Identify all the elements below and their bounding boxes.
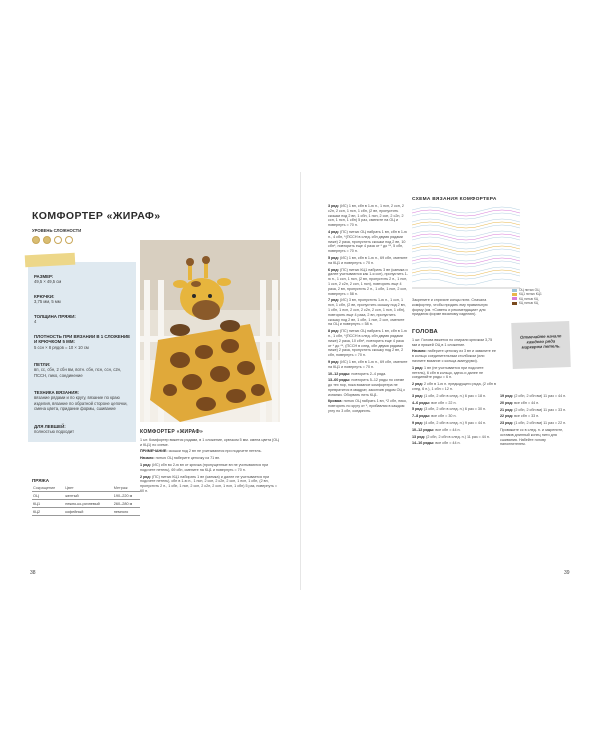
row-text: все сбн = 44 п. [435, 441, 461, 446]
legend-item [512, 301, 542, 305]
row-label: 5 ряд: [412, 407, 423, 412]
row-text: (2 сбн, 2 сбн вм) 11 раз = 44 п. [514, 394, 567, 398]
row-text: нитью ОЦ набрать 1 вп, *2 сбн, пико, повторить по кругу от *, прибавляя в каждом углу по 3 сбн, соединить. [328, 399, 407, 414]
row-label: 4–6 ряды: [412, 400, 431, 405]
yarn-col-length: Метраж [113, 484, 140, 492]
density-heading: ПЛОТНОСТЬ ПРИ ВЯЗАНИИ В 1 СЛОЖЕНИЕ И КРЮЧКОМ 5 ММ: [34, 334, 131, 345]
specs-box [28, 262, 136, 442]
row-text: (1 сбн, 2 сбн вм) 11 раз = 22 п. [514, 421, 567, 426]
technique-value: вязание рядами и по кругу, вязание по краю изделия, вязание по обратной стороне цепочки, смена цвета, придание формы, сшивание [34, 395, 128, 411]
row-text: повторить 2–4 ряда. [351, 371, 387, 376]
row-label: 23 ряд: [500, 421, 514, 426]
size-value: 49,5 × 49,5 см [34, 279, 62, 285]
yarn-color: нежно-ко-ричневый [64, 500, 113, 508]
row-label: 4 ряд: [328, 229, 339, 234]
yarn-abbr: ОЦ [32, 492, 64, 500]
row-label: 13 ряд: [412, 434, 426, 439]
yarn-abbr: КЦ1 [32, 500, 64, 508]
swatch-icon [512, 289, 517, 292]
begin-label: Начало: [412, 349, 427, 354]
row-label: 21 ряд: [500, 407, 514, 412]
row-text: все сбн = 22 п. [431, 400, 457, 405]
note-label: ПРИМЕЧАНИЕ: [140, 449, 168, 454]
row-label: 19 ряд: [500, 394, 514, 398]
row-label: 9 ряд: [328, 359, 339, 364]
thickness-heading: ТОЛЩИНА ПРЯЖИ: [34, 314, 76, 319]
washi-tape [25, 253, 76, 268]
row-text: (ИС) сбн во 2-ю вп от крючка (пропущенные вп не учитываются при подсчете петель), 69 сбн, смените на КЦ1 и повернуть = 70 п. [140, 462, 269, 472]
row-label: 20 ряд: [500, 400, 514, 405]
legend-label: КЦ нитью КЦ [519, 296, 539, 301]
row-label: 7 ряд: [328, 298, 339, 303]
row-label: 5 ряд: [328, 255, 339, 260]
row-label: 10–12 ряды: [412, 427, 435, 432]
row-text: (ПС) нитью КЦ1 набрать 3 вп (каемка и далее учитываются как 1-я ссн), пропустить 1-ю п., 1 ссн, 1 псн, (2 вп, пропустить 2 п., 1 псн, 1 ссн, 2 с2н, 2 ссн, 1 псн), повторить еще 4 раза, 2 вп, пропустить 2 п., 1 сбн, 1 псн, 2 ссн, повернуть = 58 п. [328, 267, 408, 296]
yarn-table-header [32, 484, 140, 492]
left-instructions [140, 430, 280, 496]
right-column-1 [328, 204, 408, 416]
row-text: (2 сбн, 2 сбн вм) 11 раз = 33 п. [514, 407, 567, 412]
sticky-note-text: Отмечайте начало каждого ряда маркером петель. [519, 333, 562, 351]
note-text: скошки под 2 вп не учитываются при подсчете петель. [168, 449, 262, 454]
finishing-text: Провяжите сс в след. п. и закрепите, оставив длинный конец нити для сшивания. Набейте голову наполнителем. [500, 427, 564, 447]
size-heading: РАЗМЕР: [34, 274, 54, 279]
head-intro: 1 шт. Голова вяжется по спирали крючком 3,75 мм и пряжей ОЦ в 1 сложение. [412, 337, 493, 347]
comforter-photo [140, 240, 280, 422]
row-text: (ПС) нитью ОЦ набрать 1 вп, сбн в 1-ю п., 1 сбн, *(ПССН в след. сбн двумя рядами ниже) 2 раза, 10 сбн*, повторить еще 4 раза от * до **, (ПССН в след. сбн двумя рядами ниже) 2 раза, пропустить скошку под 2 вп, 2 сбн, повернуть = 70 п. [328, 329, 407, 358]
row-label: 8 ряд: [328, 329, 339, 334]
density-value: 5 ссн × 8 рядов = 10 × 10 см [34, 344, 89, 350]
row-text: (ИС) 1 вп, сбн в 1-ю п., 69 сбн, смените на КЦ1 и повернуть = 70 п. [328, 359, 408, 369]
yarn-color: желтый [64, 492, 113, 500]
yarn-length: 190–220 м [113, 492, 140, 500]
difficulty-dot-icon [54, 236, 62, 244]
yarn-table [32, 484, 140, 516]
yarn-length: немного [113, 508, 140, 516]
row-text: все сбн = 44 п. [514, 400, 540, 405]
yarn-col-color: Цвет [64, 484, 113, 492]
stitches-value: вп, сс, сбн, 2 сбн вм, вотн. сбн, псн, ссн, с2н, ПССН, пико, соединение [34, 367, 122, 378]
row-label: 1 ряд: [140, 462, 151, 467]
legend-label: КЦ нитью КЦ [519, 301, 539, 306]
book-gutter [300, 172, 301, 590]
swatch-icon [512, 302, 517, 305]
giraffe-comforter-illustration [140, 240, 280, 422]
yarn-abbr: КЦ2 [32, 508, 64, 516]
row-label: 2 ряд: [412, 382, 423, 387]
row-text: (ИС) 1 вп, сбн в 1-ю п., 69 сбн, смените на КЦ1 и повернуть = 70 п. [328, 255, 408, 265]
row-label: 6 ряд: [328, 267, 339, 272]
row-text: все сбн = 30 п. [431, 414, 457, 419]
hooks-heading: КРЮЧКИ: [34, 294, 55, 299]
begin-text: нитью ОЦ наберите цепочку из 71 вп. [155, 456, 221, 461]
row-text: (2 сбн, 2 сбн в след. п.) 11 раз = 44 п. [426, 434, 490, 439]
row-text: повторить 5–12 ряды по схеме до тех пор, пока вязаное комфортера не превратится в квадрат, закончив рядом ОЦ с изнанки. Оборвать нить КЦ1. [328, 378, 406, 397]
table-row [32, 508, 140, 516]
schema-note: Закрепите и спрячьте концы нити. Сначала комфортер, чтобы придать ему правильную форму (см. «Советы и рекомендации» для придания форме вязаному изделию). [412, 298, 488, 317]
row-label: 7–8 ряды: [412, 414, 431, 419]
stitches-heading: ПЕТЛИ: [34, 362, 51, 367]
row-label: 13–60 ряды: [328, 378, 351, 383]
swatch-icon [512, 293, 517, 296]
lefthanded-value: полностью подходит [34, 429, 75, 435]
difficulty-label: УРОВЕНЬ СЛОЖНОСТИ [32, 228, 82, 233]
sticky-note [511, 321, 571, 369]
row-text: (ПС) нитью ОЦ набрать 1 вп, сбн в 1-ю п., 4 сбн, *(ПССН в след. сбн двумя рядами ниже) 2 раза, пропустить скошки под 2 вп, 10 сбн*, повторить еще 4 раза от * до **, 5 сбн, повернуть = 70 п. [328, 229, 407, 254]
difficulty-dot-icon [43, 236, 51, 244]
row-label: 3 ряд: [328, 204, 339, 208]
crochet-chart-diagram [412, 204, 522, 294]
thickness-value: 4 [34, 319, 37, 325]
yarn-col-abbr: Сокращение [32, 484, 64, 492]
table-row [32, 492, 140, 500]
comforter-subtitle: КОМФОРТЕР «ЖИРАФ» [140, 429, 204, 435]
yarn-color: кофейный [64, 508, 113, 516]
row-label: 2 ряд: [140, 474, 151, 479]
lefthanded-heading: ДЛЯ ЛЕВШЕЙ: [34, 424, 66, 429]
row-text: 2 сбн в 1-ю п. предыдущего ряда, (2 сбн в след. 6 п.), 1 сбн = 12 п. [412, 382, 496, 391]
row-label: 14–16 ряды: [412, 441, 435, 446]
row-text: все сбн = 44 п. [435, 427, 461, 432]
row-text: (4 сбн, 2 сбн в след. п.) 9 раз = 44 п. [424, 420, 487, 425]
table-row [32, 500, 140, 508]
legend-label: ОЦ нитью ОЦ [519, 288, 540, 292]
difficulty-dot-icon [32, 236, 40, 244]
comforter-intro: 1 ыт. Комфортер вяжется рядами, в 1 сложение, крючком 5 мм. смена цвета (ОЦ и КЦ1) по схеме. [140, 437, 279, 447]
legend-label: КЦ1 нитью КЦ1 [519, 292, 542, 297]
row-text: (ИС) 3 вп, пропустить 1-ю п., 1 ссн, 1 псн, 1 сбн, (2 вп, пропустить скошку под 2 вп, 1 сбн, 1 псн, 2 ссн, 2 с2н, 2 ссн, 1 псн, 1 сбн), повторить еще 4 раза, 2 вп, пропустить скошку под 2 вп, 1 сбн, 1 псн, 2 ссн, смените на ОЦ и повернуть = 58 п. [328, 298, 406, 327]
schema-title: СХЕМА ВЯЗАНИЯ КОМФОРТЕРА [412, 197, 497, 202]
row-text: (ИС) 1 вп, сбн в 1-ю п., 1 псн, 2 ссн, 2 с2н, 2 ссн, 1 псн, 1 сбн, (2 вп, пропустить скошки под 2 вп, 1 сбн, 1 псн, 2 ссн, 2 с2н, 2 ссн, 1 псн, 1 сбн) 5 раз, смените на ОЦ и повернуть = 70 п. [328, 204, 404, 228]
head-section [412, 330, 496, 448]
row-text: (3 сбн, 2 сбн в след. п.) 6 раз = 30 п. [424, 407, 487, 412]
row-text: (1 сбн, 2 сбн в след. п.) 6 раз = 18 п. [424, 393, 487, 398]
yarn-length: 260–280 м [113, 500, 140, 508]
swatch-icon [512, 297, 517, 300]
difficulty-rating [32, 236, 73, 244]
row-label: 3 ряд: [412, 393, 423, 398]
row-label: 1 ряд: [412, 365, 423, 370]
row-label: 22 ряд: [500, 414, 514, 419]
row-label: Кромка: [328, 399, 343, 404]
begin-text: наберите цепочку из 3 вп и замкните ее в кольцо соединительным столбиком (или начните вязание с кольца амигуруми). [412, 349, 496, 363]
row-label: 9 ряд: [412, 420, 423, 425]
difficulty-dot-icon [65, 236, 73, 244]
yarn-heading: ПРЯЖА [32, 478, 50, 483]
row-text: все сбн = 33 п. [514, 414, 540, 419]
page-number-right: 39 [564, 570, 570, 576]
row-text: (ПС) нитью КЦ1 набирать 1 вп (каемка) и далее не учитывается при подсчете петель), сбн в 1-ю п., 1 псн, 2 ссн, 2 с2н, 2 ссн, 1 псн, 1 сбн, (2 вп, пропустить 2 п., 1 сбн, 1 псн, 2 ссн, 2 с2н, 2 ссн, 1 псн, 1 сбн) 5 раз, повернуть = 60 п. [140, 474, 278, 493]
row-text: 1 вп (не учитывается при подсчете петель), 6 сбн в кольцо, здесь и далее не соединяйте ряды = 6 п. [412, 365, 484, 380]
begin-label: Начало: [140, 456, 155, 461]
head-title: ГОЛОВА [412, 329, 439, 335]
pattern-title: КОМФОРТЕР «ЖИРАФ» [32, 210, 161, 222]
hooks-value: 3,75 мм, 5 мм [34, 299, 61, 305]
row-label: 10–12 ряды: [328, 371, 351, 376]
technique-heading: ТЕХНИКА ВЯЗАНИЯ: [34, 390, 80, 395]
right-column-3 [500, 394, 572, 449]
page-number-left: 38 [30, 570, 36, 576]
chart-legend [512, 288, 542, 306]
